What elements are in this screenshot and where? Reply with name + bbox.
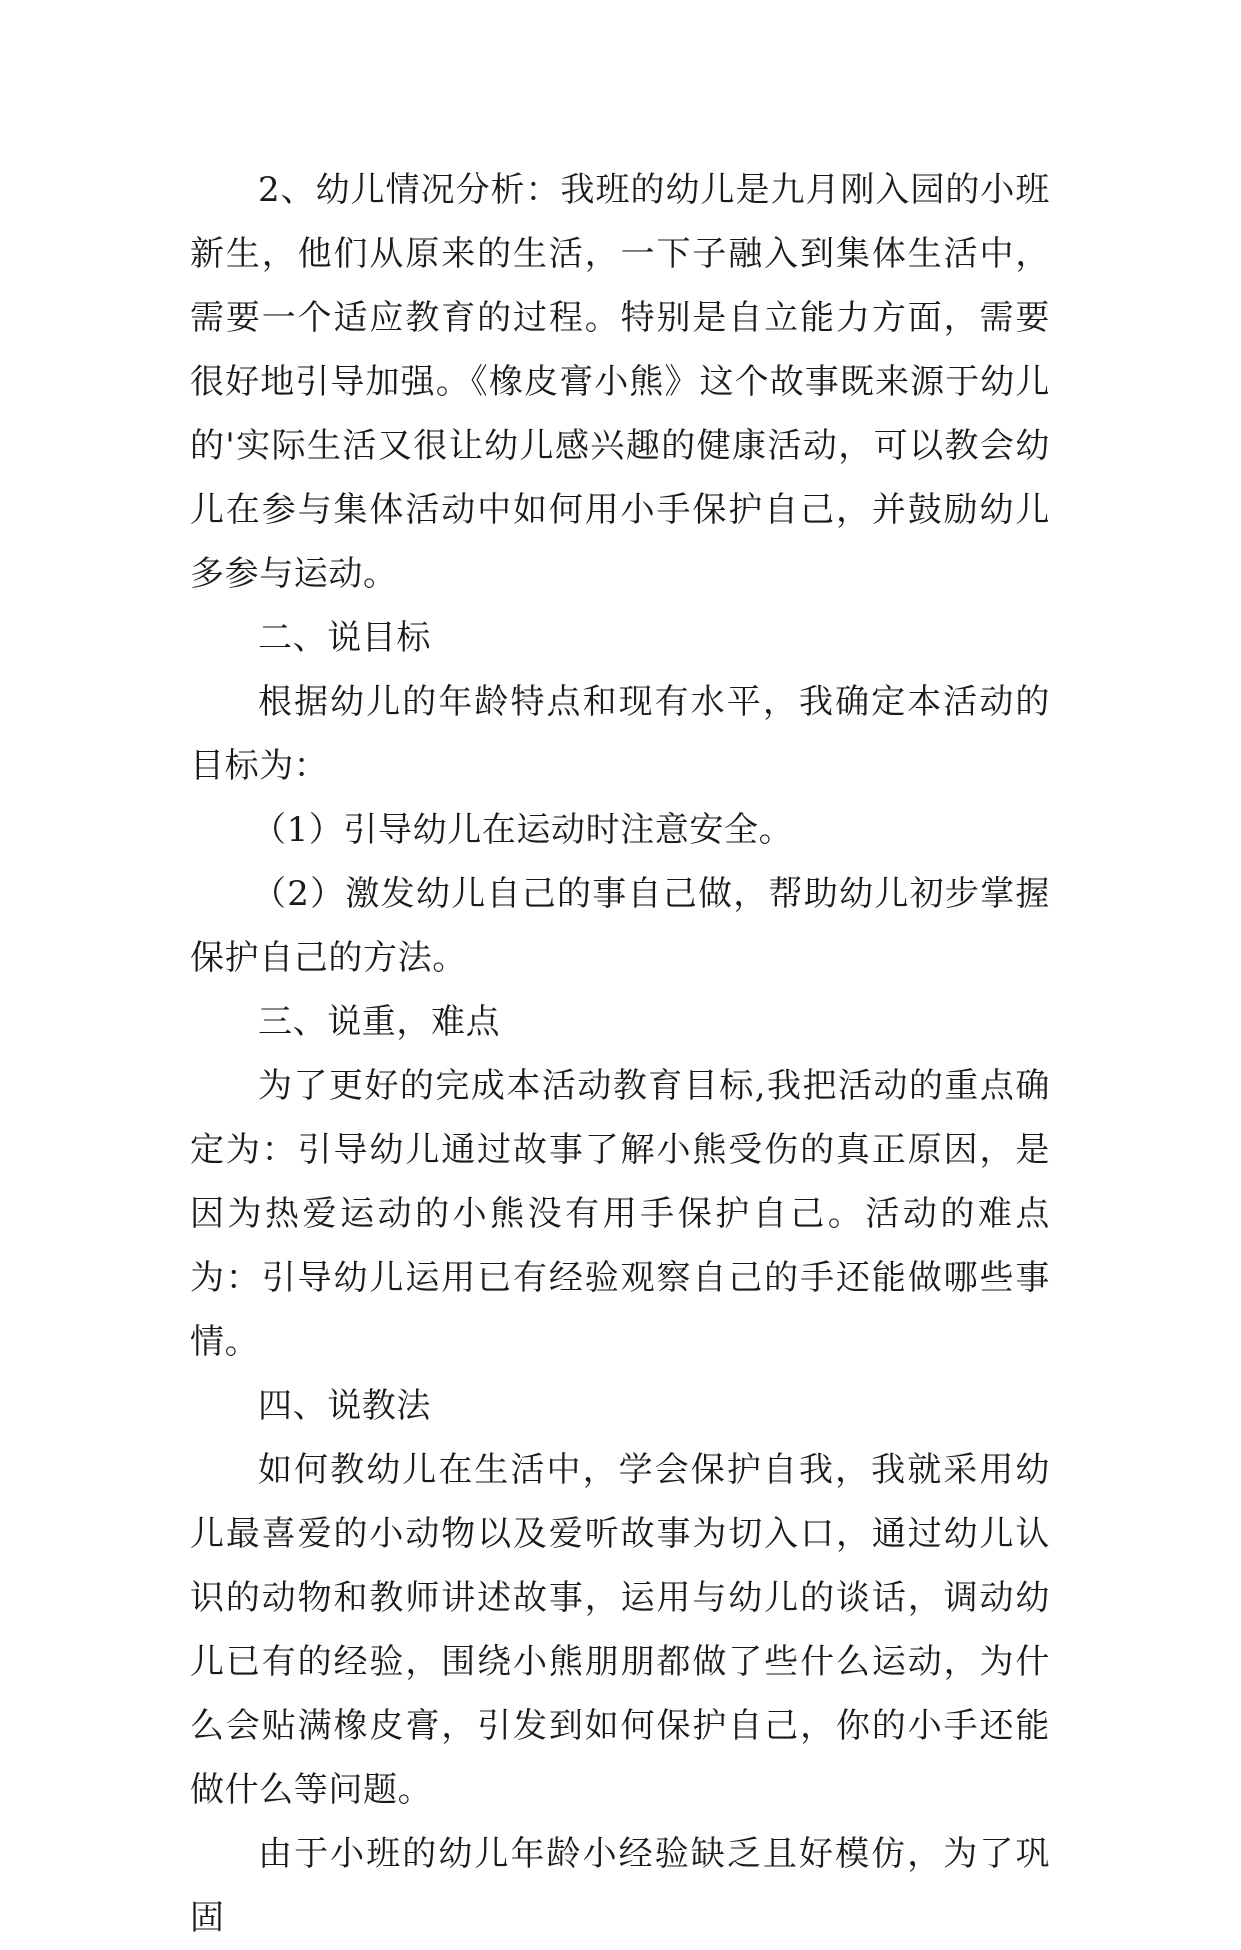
paragraph-continuation: 由于小班的幼儿年龄小经验缺乏且好模仿，为了巩固 bbox=[190, 1834, 1050, 1938]
section-heading-goals: 二、说目标 bbox=[258, 618, 431, 658]
paragraph-teaching-methods: 如何教幼儿在生活中，学会保护自我，我就采用幼儿最喜爱的小动物以及爱听故事为切入口，通过幼儿认识的动物和教师讲述故事，运用与幼儿的谈话，调动幼儿已有的经验，围绕小熊朋朋都做了些什么运动，为什么会贴满橡皮膏，引发到如何保护自己，你的小手还能做什么等问题。 bbox=[190, 1450, 1050, 1810]
section-heading-teaching-methods: 四、说教法 bbox=[258, 1386, 431, 1426]
paragraph-goals-intro: 根据幼儿的年龄特点和现有水平，我确定本活动的目标为： bbox=[190, 682, 1050, 786]
section-heading-key-points: 三、说重，难点 bbox=[258, 1002, 501, 1042]
paragraph-child-analysis: 2、幼儿情况分析：我班的幼儿是九月刚入园的小班新生，他们从原来的生活，一下子融入到集体生活中，需要一个适应教育的过程。特别是自立能力方面，需要很好地引导加强。《橡皮膏小熊》这个故事既来源于幼儿的'实际生活又很让幼儿感兴趣的健康活动，可以教会幼儿在参与集体活动中如何用小手保护自己，并鼓励幼儿多参与运动。 bbox=[190, 170, 1050, 594]
goal-item-2: （2）激发幼儿自己的事自己做，帮助幼儿初步掌握保护自己的方法。 bbox=[190, 874, 1050, 978]
paragraph-key-points: 为了更好的完成本活动教育目标,我把活动的重点确定为：引导幼儿通过故事了解小熊受伤的真正原因，是因为热爱运动的小熊没有用手保护自己。活动的难点为：引导幼儿运用已有经验观察自己的手还能做哪些事情。 bbox=[190, 1066, 1050, 1362]
goal-item-1: （1）引导幼儿在运动时注意安全。 bbox=[252, 810, 794, 850]
document-body bbox=[190, 158, 1050, 1950]
